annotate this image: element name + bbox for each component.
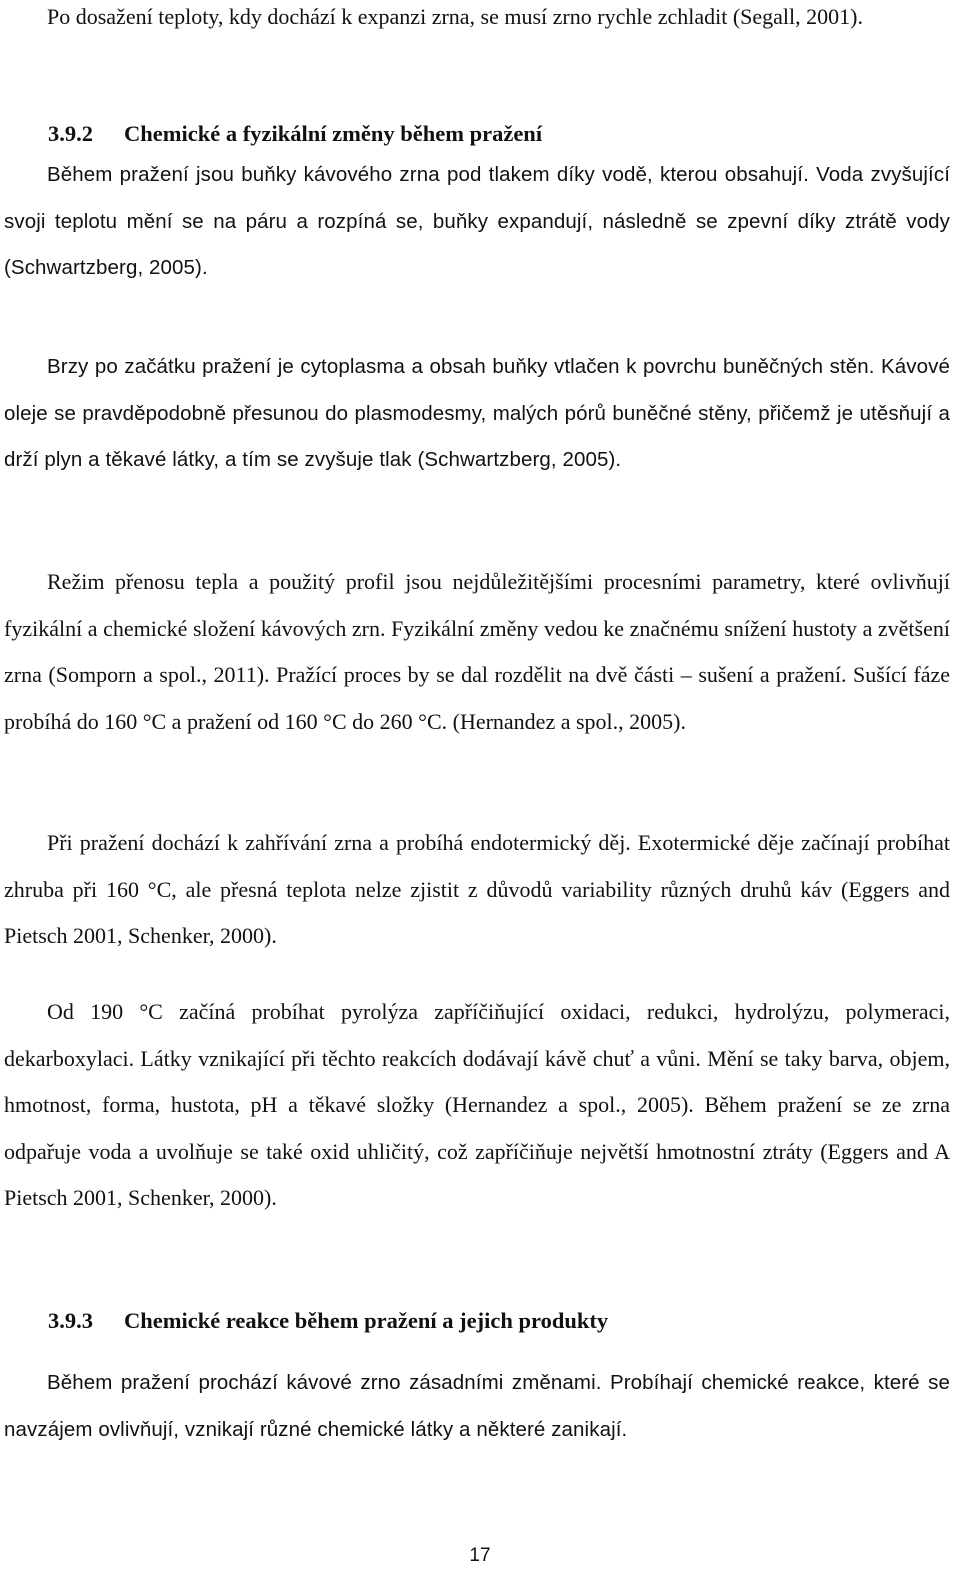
section-title: Chemické a fyzikální změny během pražení [124, 121, 543, 146]
section-heading-3-9-2 [48, 119, 542, 149]
paragraph-endothermic: Při pražení dochází k zahřívání zrna a probíhá endotermický děj. Exotermické děje začínají probíhat zhruba při 160 °C, ale přesná teplota nelze zjistit z důvodů variability různých druhů káv (Eggers and Pietsch 2001, Schenker, 2000). [4, 830, 950, 948]
paragraph-pressure-in-cells: Během pražení jsou buňky kávového zrna pod tlakem díky vodě, kterou obsahují. Voda zvyšující svoji teplotu mění se na páru a rozpíná se, buňky expandují, následně se zpevní díky ztrátě vody (Schwartzberg, 2005). [4, 163, 950, 279]
page-number: 17 [469, 1545, 491, 1566]
paragraph-chemical-reactions: Během pražení prochází kávové zrno zásadními změnami. Probíhají chemické reakce, které se navzájem ovlivňují, vznikají různé chemické látky a některé zanikají. [4, 1371, 950, 1441]
paragraph-pyrolysis: Od 190 °C začíná probíhat pyrolýza zapříčiňující oxidaci, redukci, hydrolýzu, polymeraci, dekarboxylaci. Látky vznikající při těchto reakcích dodávají kávě chuť a vůni. Mění se taky barva, objem, hmotnost, forma, hustota, pH a těkavé složky (Hernandez a spol., 2005). Během pražení se ze zrna odpařuje voda a uvolňuje se také oxid uhličitý, což zapříčiňuje největší hmotnostní ztráty (Eggers and A Pietsch 2001, Schenker, 2000). [4, 999, 950, 1210]
intro-paragraph: Po dosažení teploty, kdy dochází k expanzi zrna, se musí zrno rychle zchladit (Segall, 2001). [47, 4, 863, 29]
section-title: Chemické reakce během pražení a jejich produkty [124, 1308, 609, 1333]
section-heading-3-9-3 [48, 1306, 608, 1336]
section-number: 3.9.3 [48, 1308, 93, 1333]
paragraph-heat-transfer: Režim přenosu tepla a použitý profil jsou nejdůležitějšími procesními parametry, které ovlivňují fyzikální a chemické složení kávových zrn. Fyzikální změny vedou ke značnému snížení hustoty a zvětšení zrna (Somporn a spol., 2011). Pražící proces by se dal rozdělit na dvě části – sušení a pražení. Sušící fáze probíhá do 160 °C a pražení od 160 °C do 260 °C. (Hernandez a spol., 2005). [4, 569, 950, 734]
paragraph-cytoplasm: Brzy po začátku pražení je cytoplasma a obsah buňky vtlačen k povrchu buněčných stěn. Kávové oleje se pravděpodobně přesunou do plasmodesmy, malých pórů buněčné stěny, přičemž je utěsňují a drží plyn a těkavé látky, a tím se zvyšuje tlak (Schwartzberg, 2005). [4, 355, 950, 471]
section-number: 3.9.2 [48, 121, 93, 146]
